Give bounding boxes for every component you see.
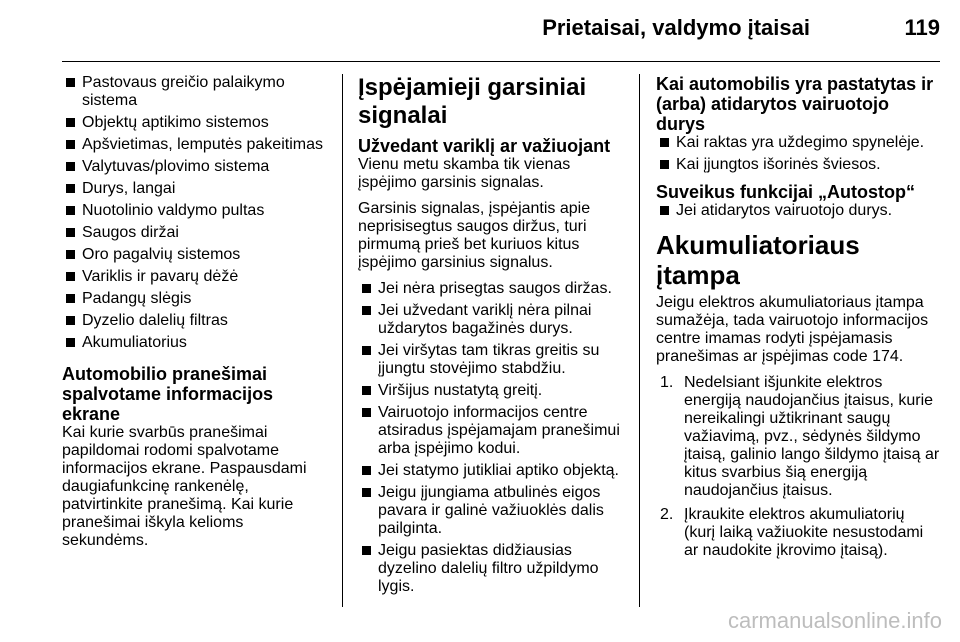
list-item: Jeigu pasiektas didžiausias dyzelino dalelių filtro užpildymo lygis. <box>358 542 628 596</box>
bullet-square-icon <box>660 206 669 215</box>
list-item: Dyzelio dalelių filtras <box>62 312 332 330</box>
bullet-square-icon <box>66 118 75 127</box>
bullet-square-icon <box>362 386 371 395</box>
list-item: Apšvietimas, lemputės pakeitimas <box>62 136 332 154</box>
bullet-square-icon <box>66 140 75 149</box>
bullet-square-icon <box>66 162 75 171</box>
list-item: Durys, langai <box>62 180 332 198</box>
column-2 <box>358 74 628 600</box>
list-item: Variklis ir pavarų dėžė <box>62 268 332 286</box>
page-number: 119 <box>904 15 940 40</box>
list-item: Jei užvedant variklį nėra pilnai uždarytos bagažinės durys. <box>358 302 628 338</box>
list-item: Valytuvas/plovimo sistema <box>62 158 332 176</box>
bullet-square-icon <box>66 338 75 347</box>
subsection-heading: Kai automobilis yra pastatytas ir (arba) atidarytos vairuotojo durys <box>656 74 934 134</box>
bullet-square-icon <box>362 466 371 475</box>
list-item: Jei atidarytos vairuotojo durys. <box>656 202 940 220</box>
bullet-square-icon <box>362 488 371 497</box>
list-item: Kai įjungtos išorinės šviesos. <box>656 156 940 174</box>
list-item: Jei statymo jutikliai aptiko objektą. <box>358 462 628 480</box>
bullet-square-icon <box>66 78 75 87</box>
list-item: 2. Įkraukite elektros akumuliatorių (kurį laiką važiuokite nesustodami ar naudokite įkrovimo įtaisą). <box>660 506 924 559</box>
bullet-square-icon <box>660 138 669 147</box>
bullet-square-icon <box>66 316 75 325</box>
list-item: Padangų slėgis <box>62 290 332 308</box>
bullet-square-icon <box>66 294 75 303</box>
list-item: Nuotolinio valdymo pultas <box>62 202 332 220</box>
section-heading: Automobilio pranešimai spalvotame informacijos ekrane <box>62 364 274 424</box>
paragraph: Kai kurie svarbūs pranešimai papildomai rodomi spalvotame informacijos ekrane. Paspausdami daugiafunkcinę rankenėlę, patvirtinkite pranešimą. Kai kurie pranešimai iškyla kelioms sekundėms. <box>62 424 307 549</box>
step-list <box>656 374 940 560</box>
list-item: Vairuotojo informacijos centre atsiradus įspėjamajam pranešimui arba įspėjimo kodui. <box>358 404 628 458</box>
bullet-square-icon <box>66 250 75 259</box>
list-item: 1. Nedelsiant išjunkite elektros energiją naudojančius įtaisus, kurie nereikalingi užtikrinant saugų važiavimą, pvz., sėdynės šildymo įtaisą, galinio lango šildymo įtaisą ar kitus svarbius šią energiją naudojančius įtaisus. <box>660 374 940 499</box>
watermark: carmanualsonline.info <box>727 608 942 633</box>
list-item: Oro pagalvių sistemos <box>62 246 332 264</box>
bullet-square-icon <box>660 160 669 169</box>
bullet-square-icon <box>66 206 75 215</box>
list-item: Objektų aptikimo sistemos <box>62 114 332 132</box>
bullet-square-icon <box>362 346 371 355</box>
bullet-square-icon <box>66 228 75 237</box>
warning-list <box>358 280 628 596</box>
topic-list <box>62 74 332 352</box>
bullet-square-icon <box>362 284 371 293</box>
bullet-square-icon <box>66 184 75 193</box>
bullet-square-icon <box>362 306 371 315</box>
bullet-square-icon <box>362 546 371 555</box>
column-divider <box>342 74 343 607</box>
parked-list <box>656 134 940 174</box>
list-item: Jeigu įjungiama atbulinės eigos pavara ir galinė važiuoklės dalis pailginta. <box>358 484 628 538</box>
list-item: Jei nėra prisegtas saugos diržas. <box>358 280 628 298</box>
column-1 <box>62 74 332 558</box>
column-divider <box>639 74 640 607</box>
subsection-heading: Suveikus funkcijai „Autostop“ <box>656 182 916 202</box>
bullet-square-icon <box>362 408 371 417</box>
list-item: Pastovaus greičio palaikymo sistema <box>62 74 332 110</box>
bullet-square-icon <box>66 272 75 281</box>
autostop-list <box>656 202 940 220</box>
list-item: Jei viršytas tam tikras greitis su įjungtu stovėjimo stabdžiu. <box>358 342 628 378</box>
header-rule <box>62 61 940 62</box>
list-item: Saugos diržai <box>62 224 332 242</box>
section-heading: Akumuliatoriaus įtampa <box>656 230 860 290</box>
paragraph: Vienu metu skamba tik vienas įspėjimo garsinis signalas. <box>358 156 571 191</box>
column-3 <box>656 74 940 566</box>
list-item: Kai raktas yra uždegimo spynelėje. <box>656 134 940 152</box>
section-heading: Įspėjamieji garsiniai signalai <box>358 74 587 129</box>
paragraph: Jeigu elektros akumuliatoriaus įtampa sumažėja, tada vairuotojo informacijos centre imamas rodyti įspėjamasis pranešimas ar įspėjimas code 174. <box>656 294 929 365</box>
paragraph: Garsinis signalas, įspėjantis apie neprisisegtus saugos diržus, turi pirmumą prieš bet kuriuos kitus įspėjimo garsinius signalus. <box>358 200 591 271</box>
list-item: Viršijus nustatytą greitį. <box>358 382 628 400</box>
page-title: Prietaisai, valdymo įtaisai <box>542 15 810 40</box>
list-item: Akumuliatorius <box>62 334 332 352</box>
subsection-heading: Užvedant variklį ar važiuojant <box>358 136 611 156</box>
